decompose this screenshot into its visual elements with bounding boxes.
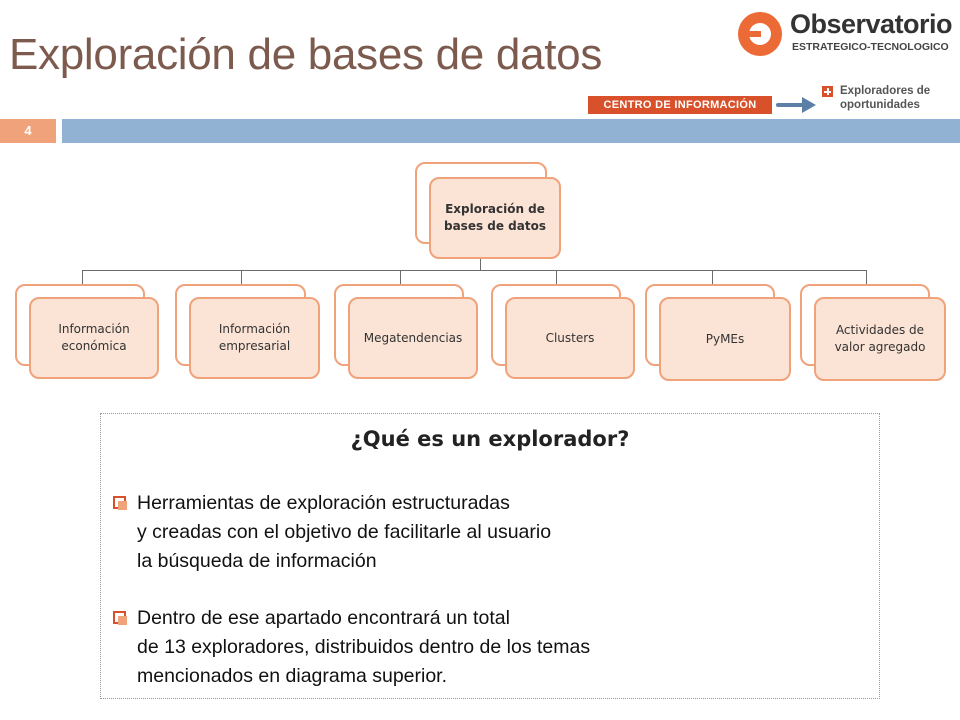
box-title: ¿Qué es un explorador?	[350, 427, 630, 451]
logo-name: Observatorio	[790, 9, 953, 39]
connector	[82, 270, 83, 284]
observatorio-logo	[738, 8, 960, 58]
connector	[556, 270, 557, 284]
node-informacion-empresarial: Información empresarial	[189, 297, 320, 379]
explorer-definition-box	[100, 413, 880, 699]
logo-subtitle: ESTRATEGICO-TECNOLOGICO	[792, 41, 949, 53]
bullet-line: Dentro de ese apartado encontrará un total	[137, 607, 510, 629]
node-pymes: PyMEs	[659, 297, 791, 381]
connector	[82, 270, 866, 271]
slide-number: 4	[0, 119, 56, 143]
connector	[480, 258, 481, 270]
node-actividades-valor-agregado: Actividades de valor agregado	[814, 297, 946, 381]
plus-icon	[822, 86, 833, 97]
bullet-line: Herramientas de exploración estructuradas	[137, 492, 510, 514]
bullet-item	[113, 489, 551, 576]
node-clusters: Clusters	[505, 297, 635, 379]
diagram-root-node: Exploración de bases de datos	[429, 177, 561, 259]
checkbox-bullet-icon	[113, 496, 127, 510]
exploradores-label: Exploradores de oportunidades	[840, 85, 931, 111]
bullet-line: y creadas con el objetivo de facilitarle al usuario	[137, 521, 552, 543]
node-informacion-economica: Información económica	[29, 297, 159, 379]
bullet-item	[113, 604, 590, 691]
node-megatendencias: Megatendencias	[348, 297, 478, 379]
connector	[712, 270, 713, 284]
connector	[241, 270, 242, 284]
checkbox-bullet-icon	[113, 611, 127, 625]
bullet-line: mencionados en diagrama superior.	[137, 665, 448, 687]
page-title: Exploración de bases de datos	[9, 30, 603, 79]
bullet-line: la búsqueda de información	[137, 550, 377, 572]
logo-icon	[738, 12, 782, 56]
connector	[400, 270, 401, 284]
bullet-line: de 13 exploradores, distribuidos dentro de los temas	[137, 636, 591, 658]
header-bar	[62, 119, 960, 143]
centro-informacion-badge[interactable]: CENTRO DE INFORMACIÓN	[588, 96, 772, 114]
arrow-right-icon	[776, 92, 820, 116]
connector	[866, 270, 867, 284]
